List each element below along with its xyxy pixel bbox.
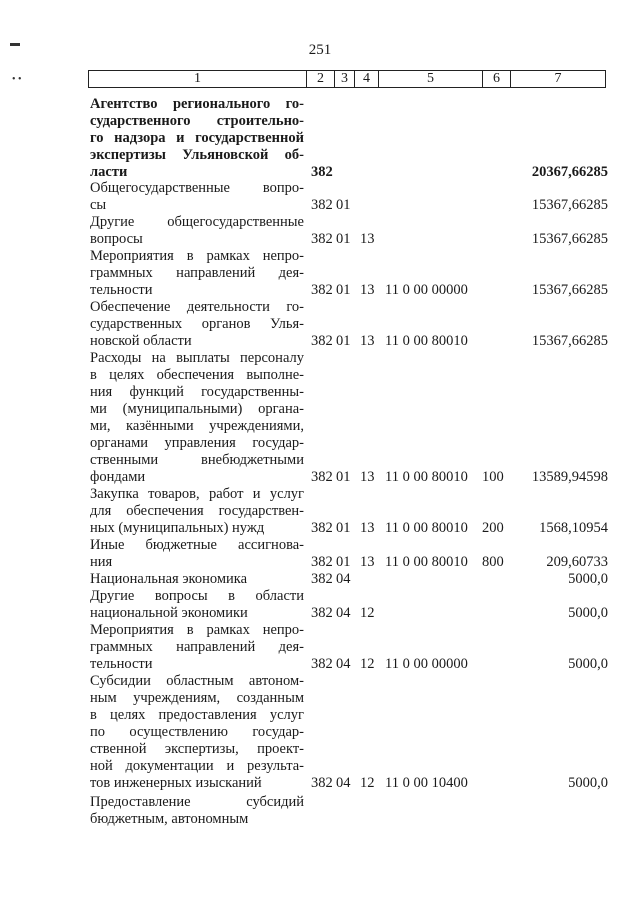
row-name <box>90 486 304 537</box>
row-name-line: Иные бюджетные ассигнова- <box>90 537 304 553</box>
row-sum: 5000,0 <box>568 656 608 672</box>
row-sum: 13589,94598 <box>531 469 608 485</box>
row-section: 04 <box>336 571 351 587</box>
row-name-line: органами управления государ- <box>90 435 304 451</box>
row-name <box>90 214 304 248</box>
row-code: 382 <box>311 605 333 621</box>
row-target-article: 11 0 00 10400 <box>385 775 468 791</box>
row-name-line: Другие вопросы в области <box>90 588 304 604</box>
row-name-line: ми, казёнными учреждениями, <box>90 418 304 434</box>
row-section: 04 <box>336 656 351 672</box>
row-name <box>90 248 304 299</box>
row-section: 01 <box>336 469 351 485</box>
row-section: 01 <box>336 554 351 570</box>
table-header <box>88 70 606 88</box>
row-code: 382 <box>311 231 333 247</box>
row-name <box>90 96 304 181</box>
row-section: 01 <box>336 282 351 298</box>
row-target-article: 11 0 00 80010 <box>385 554 468 570</box>
row-section: 01 <box>336 520 351 536</box>
row-subsection: 12 <box>360 605 375 621</box>
row-expense-type: 200 <box>482 520 504 536</box>
row-name-line: ной документации и результа- <box>90 758 304 774</box>
row-name-line: фондами <box>90 469 146 485</box>
page-number: 251 <box>308 42 332 58</box>
row-section: 01 <box>336 197 351 213</box>
row-name <box>90 571 304 588</box>
row-name <box>90 299 304 350</box>
row-subsection: 13 <box>360 333 375 349</box>
row-name-line: Обеспечение деятельности го- <box>90 299 304 315</box>
row-name-line: Мероприятия в рамках непро- <box>90 622 304 638</box>
row-section: 01 <box>336 231 351 247</box>
row-name-line: сударственных органов Улья- <box>90 316 304 332</box>
header-col-2: 2 <box>307 71 335 87</box>
row-name <box>90 180 304 214</box>
row-sum: 20367,66285 <box>531 164 608 180</box>
row-name-line: по осуществлению государ- <box>90 724 304 740</box>
row-name-line: Субсидии областным автоном- <box>90 673 304 689</box>
header-col-6: 6 <box>483 71 511 87</box>
row-name-line: сы <box>90 197 107 213</box>
row-sum: 15367,66285 <box>531 333 608 349</box>
row-name-line: ственной экспертизы, проект- <box>90 741 304 757</box>
row-name-line: го надзора и государственной <box>90 130 304 146</box>
row-name-line: Агентство регионального го- <box>90 96 304 112</box>
row-name <box>90 794 304 828</box>
row-sum: 5000,0 <box>568 775 608 791</box>
row-subsection: 13 <box>360 469 375 485</box>
row-target-article: 11 0 00 00000 <box>385 282 468 298</box>
row-name-line: граммных направлений дея- <box>90 639 304 655</box>
row-name-line: в целях предоставления услуг <box>90 707 304 723</box>
row-sum: 5000,0 <box>568 571 608 587</box>
row-name-line: Предоставление субсидий <box>90 794 304 810</box>
row-subsection: 12 <box>360 656 375 672</box>
row-name-line: Национальная экономика <box>90 571 248 587</box>
row-target-article: 11 0 00 00000 <box>385 656 468 672</box>
row-sum: 15367,66285 <box>531 231 608 247</box>
row-name-line: Закупка товаров, работ и услуг <box>90 486 304 502</box>
row-name-line: ния функций государственны- <box>90 384 304 400</box>
row-name-line: ния <box>90 554 113 570</box>
row-name-line: ным учреждениям, созданным <box>90 690 304 706</box>
row-name <box>90 673 304 792</box>
row-section: 04 <box>336 605 351 621</box>
row-name-line: сударственного строительно- <box>90 113 304 129</box>
row-code: 382 <box>311 571 333 587</box>
row-name <box>90 350 304 486</box>
row-name-line: ственными внебюджетными <box>90 452 304 468</box>
row-subsection: 13 <box>360 520 375 536</box>
row-target-article: 11 0 00 80010 <box>385 333 468 349</box>
row-name-line: бюджетным, автономным <box>90 811 249 827</box>
row-name-line: ных (муниципальных) нужд <box>90 520 265 536</box>
row-name-line: ми (муниципальными) органа- <box>90 401 304 417</box>
row-target-article: 11 0 00 80010 <box>385 469 468 485</box>
row-name-line: для обеспечения государствен- <box>90 503 304 519</box>
scan-mark: ▬ <box>10 38 20 49</box>
row-subsection: 13 <box>360 282 375 298</box>
row-code: 382 <box>311 164 333 180</box>
row-name-line: экспертизы Ульяновской об- <box>90 147 304 163</box>
row-subsection: 12 <box>360 775 375 791</box>
row-section: 01 <box>336 333 351 349</box>
row-name-line: Другие общегосударственные <box>90 214 304 230</box>
row-code: 382 <box>311 520 333 536</box>
row-expense-type: 100 <box>482 469 504 485</box>
row-sum: 209,60733 <box>546 554 608 570</box>
header-col-3: 3 <box>335 71 355 87</box>
row-code: 382 <box>311 197 333 213</box>
row-code: 382 <box>311 469 333 485</box>
header-col-4: 4 <box>355 71 379 87</box>
row-sum: 15367,66285 <box>531 197 608 213</box>
row-code: 382 <box>311 282 333 298</box>
row-code: 382 <box>311 554 333 570</box>
row-subsection: 13 <box>360 554 375 570</box>
row-name-line: вопросы <box>90 231 143 247</box>
header-col-5: 5 <box>379 71 483 87</box>
row-name <box>90 537 304 571</box>
row-name-line: тельности <box>90 656 153 672</box>
row-sum: 15367,66285 <box>531 282 608 298</box>
row-name-line: тельности <box>90 282 153 298</box>
row-name-line: Расходы на выплаты персоналу <box>90 350 304 366</box>
row-name-line: национальной экономики <box>90 605 248 621</box>
row-code: 382 <box>311 775 333 791</box>
row-name-line: в целях обеспечения выполне- <box>90 367 304 383</box>
row-name-line: ласти <box>90 164 128 180</box>
row-code: 382 <box>311 333 333 349</box>
header-col-1: 1 <box>89 71 307 87</box>
row-name-line: Общегосударственные вопро- <box>90 180 304 196</box>
row-target-article: 11 0 00 80010 <box>385 520 468 536</box>
row-section: 04 <box>336 775 351 791</box>
row-name <box>90 588 304 622</box>
row-name-line: Мероприятия в рамках непро- <box>90 248 304 264</box>
row-name-line: граммных направлений дея- <box>90 265 304 281</box>
header-col-7: 7 <box>554 71 562 86</box>
row-name <box>90 622 304 673</box>
row-sum: 5000,0 <box>568 605 608 621</box>
row-name-line: тов инженерных изысканий <box>90 775 262 791</box>
row-subsection: 13 <box>360 231 375 247</box>
row-code: 382 <box>311 656 333 672</box>
row-expense-type: 800 <box>482 554 504 570</box>
scan-mark: • • <box>12 74 22 85</box>
row-sum: 1568,10954 <box>539 520 608 536</box>
row-name-line: новской области <box>90 333 192 349</box>
